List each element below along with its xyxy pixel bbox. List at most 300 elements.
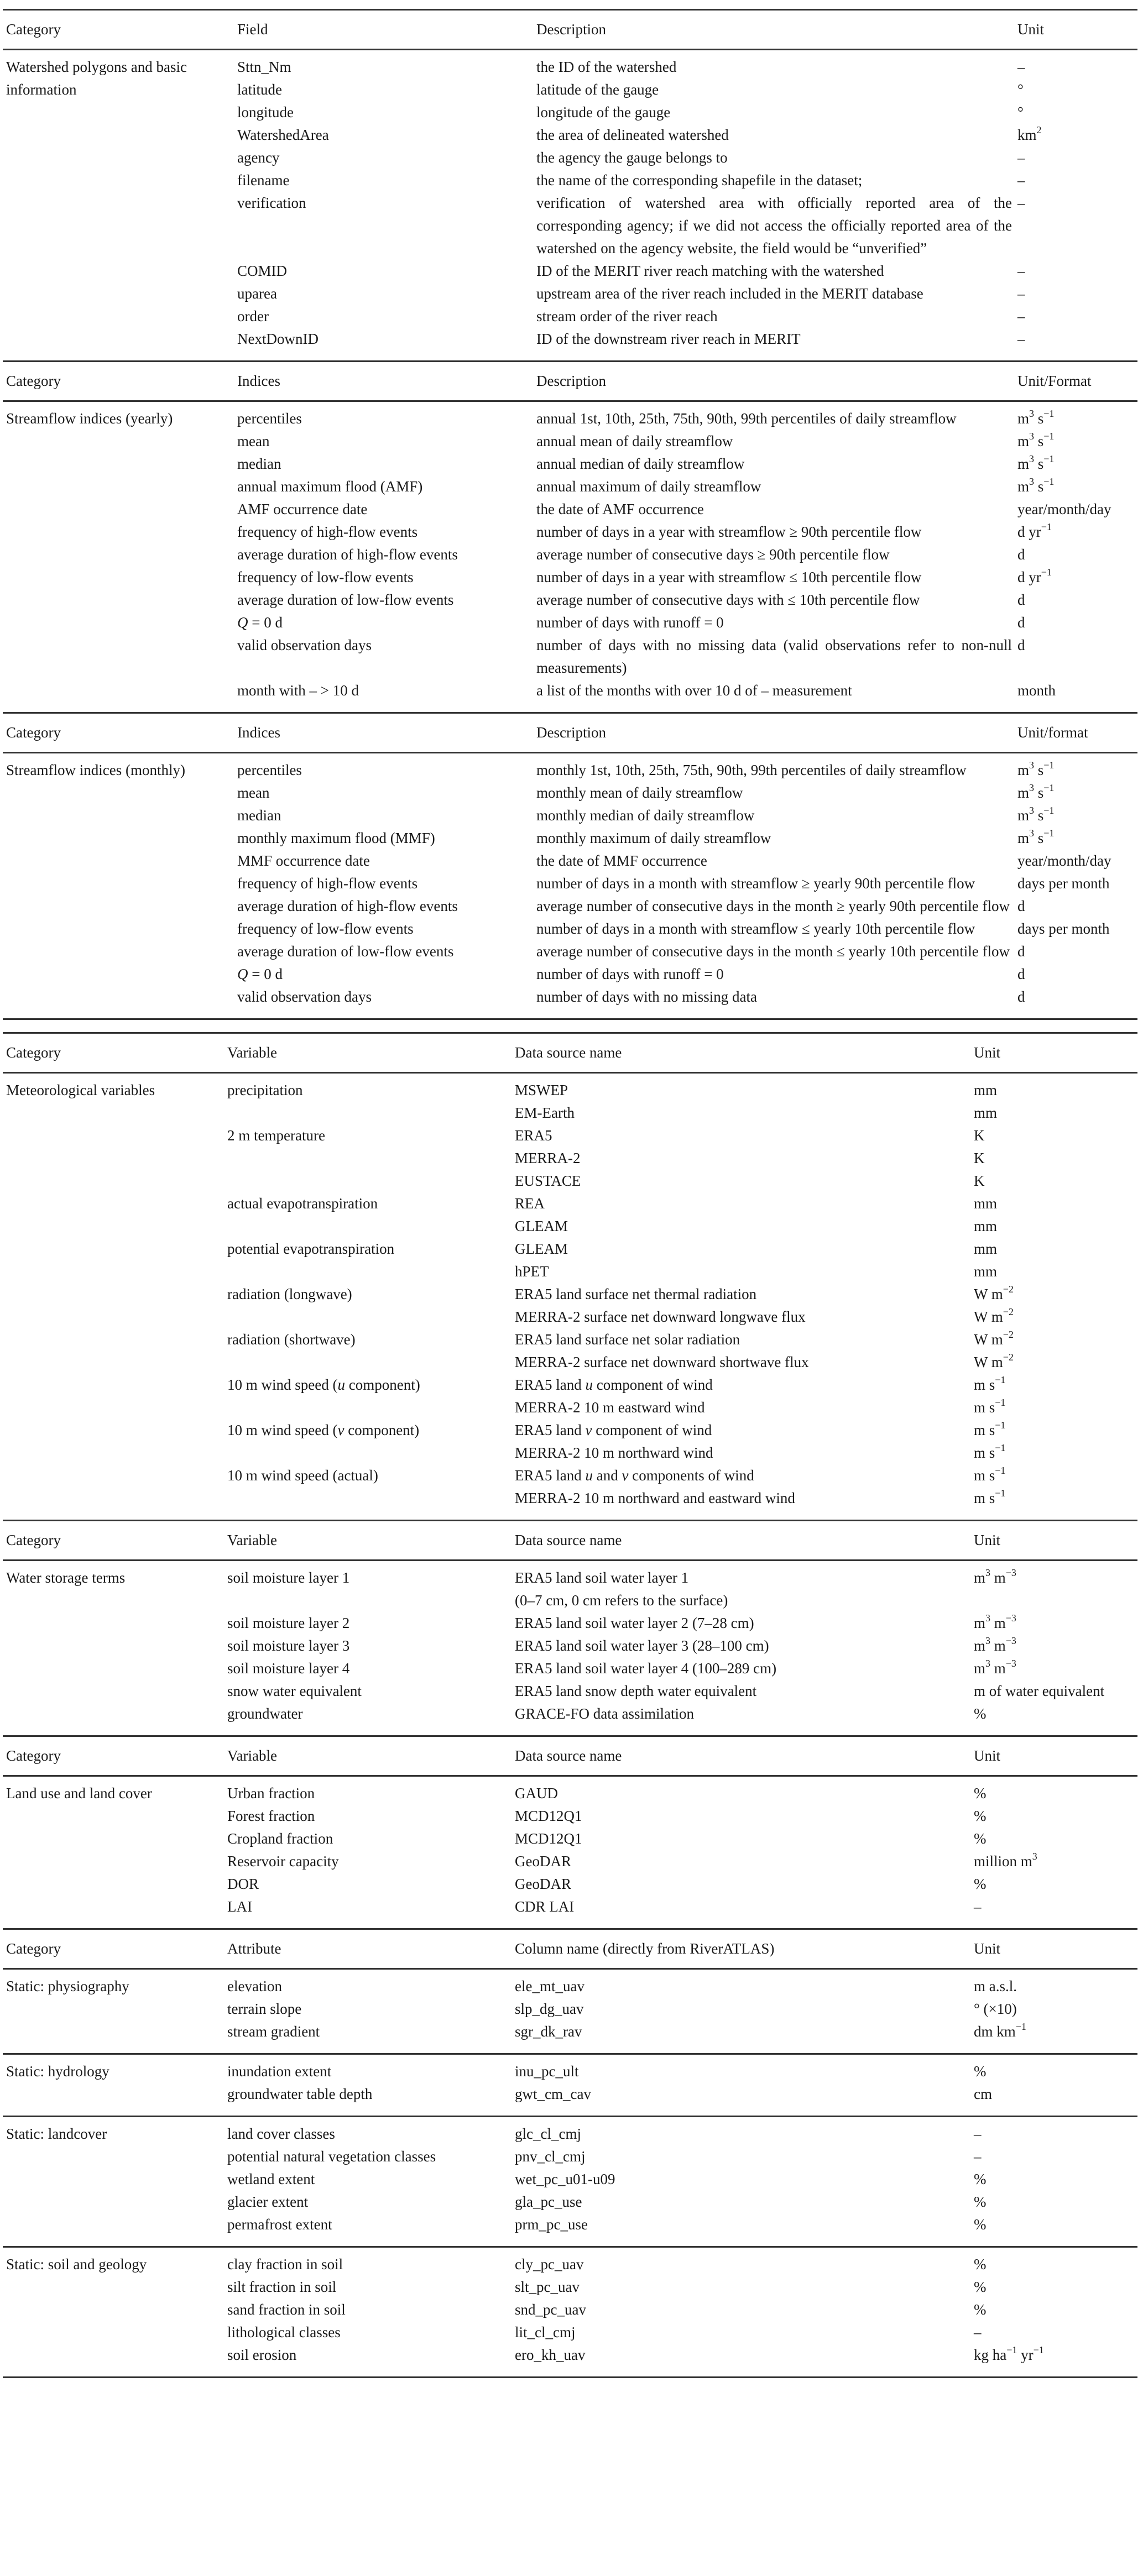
unit: d $yr^{-1}$ bbox=[1017, 567, 1052, 585]
table-header-row bbox=[3, 1521, 1137, 1559]
column-header: Category bbox=[6, 1532, 61, 1548]
unit: m $s^{-1}$ bbox=[974, 1488, 1006, 1506]
table-row bbox=[227, 1124, 1137, 1147]
unit: m $s^{-1}$ bbox=[974, 1374, 1006, 1393]
unit: % bbox=[974, 1705, 987, 1722]
unit: – bbox=[1017, 149, 1025, 166]
field-name: land cover classes bbox=[227, 2125, 335, 2142]
table-header-row bbox=[3, 1034, 1137, 1072]
description: ID of the MERIT river reach matching with the watershed bbox=[536, 263, 884, 279]
description: monthly median of daily streamflow bbox=[536, 807, 755, 824]
description: slp_dg_uav bbox=[515, 2001, 584, 2017]
field-name: Q = 0 d bbox=[237, 966, 283, 982]
unit: $m^3$ $s^{-1}$ bbox=[1017, 453, 1055, 472]
field-name: Q = 0 d bbox=[237, 614, 283, 631]
description: ERA5 land v component of wind bbox=[515, 1422, 712, 1438]
table-header-row bbox=[3, 1737, 1137, 1775]
group-rows bbox=[227, 2060, 1137, 2106]
description: REA bbox=[515, 1195, 545, 1212]
description: ERA5 land snow depth water equivalent bbox=[515, 1683, 757, 1699]
table-row bbox=[237, 827, 1137, 850]
table-row bbox=[227, 1374, 1137, 1396]
description: a list of the months with over 10 d of – measurement bbox=[536, 682, 852, 699]
table-row bbox=[237, 963, 1137, 986]
table-row bbox=[237, 521, 1137, 543]
table-row bbox=[227, 1782, 1137, 1805]
description: number of days in a month with streamflow ≤ yearly 10th percentile flow bbox=[536, 920, 975, 937]
table-row bbox=[227, 1260, 1137, 1283]
table-row bbox=[227, 1215, 1137, 1238]
unit: – bbox=[1017, 285, 1025, 302]
description: inu_pc_ult bbox=[515, 2063, 579, 2080]
description: cly_pc_uav bbox=[515, 2256, 584, 2273]
unit: mm bbox=[974, 1240, 998, 1257]
description: ERA5 land surface net thermal radiation bbox=[515, 1286, 757, 1302]
table-row bbox=[227, 1442, 1137, 1464]
unit: m $s^{-1}$ bbox=[974, 1420, 1006, 1438]
field-name: LAI bbox=[227, 1898, 252, 1915]
description: prm_pc_use bbox=[515, 2216, 588, 2233]
field-name: soil moisture layer 4 bbox=[227, 1660, 350, 1677]
table-row bbox=[237, 282, 1137, 305]
table-row bbox=[237, 430, 1137, 453]
table-row bbox=[227, 2020, 1137, 2043]
unit: d bbox=[1017, 637, 1025, 653]
table-row bbox=[237, 78, 1137, 101]
table-row bbox=[237, 101, 1137, 124]
description: ele_mt_uav bbox=[515, 1978, 584, 1994]
unit: K bbox=[974, 1127, 985, 1144]
field-name: DOR bbox=[227, 1876, 259, 1892]
table-row bbox=[227, 1238, 1137, 1260]
description: monthly 1st, 10th, 25th, 75th, 90th, 99th percentiles of daily streamflow bbox=[536, 762, 967, 778]
table-row bbox=[237, 895, 1137, 918]
category-label: Land use and land cover bbox=[6, 1785, 152, 1802]
table-row bbox=[237, 169, 1137, 192]
description: upstream area of the river reach included in the MERIT database bbox=[536, 285, 923, 302]
unit: – bbox=[974, 2324, 982, 2341]
unit: $m^3$ $m^{-3}$ bbox=[974, 1658, 1016, 1677]
table-row bbox=[237, 918, 1137, 940]
unit: year/month/day bbox=[1017, 852, 1111, 869]
unit: $m^3$ $m^{-3}$ bbox=[974, 1635, 1016, 1654]
table-row bbox=[227, 1328, 1137, 1351]
category-label: Static: soil and geology bbox=[6, 2256, 147, 2273]
table-row bbox=[227, 1306, 1137, 1328]
table-row bbox=[237, 305, 1137, 328]
field-name: Reservoir capacity bbox=[227, 1853, 339, 1870]
unit: $m^3$ $m^{-3}$ bbox=[974, 1612, 1016, 1631]
field-name: soil moisture layer 2 bbox=[227, 1615, 350, 1631]
group-rows bbox=[237, 407, 1137, 702]
table-row bbox=[227, 1998, 1137, 2020]
unit: W $m^{-2}$ bbox=[974, 1329, 1014, 1348]
description: MCD12Q1 bbox=[515, 1808, 582, 1824]
field-name: monthly maximum flood (MMF) bbox=[237, 830, 435, 846]
table-row bbox=[227, 1680, 1137, 1703]
table-row bbox=[227, 2123, 1137, 2145]
unit: % bbox=[974, 2063, 987, 2080]
unit: – bbox=[1017, 59, 1025, 75]
field-name: permafrost extent bbox=[227, 2216, 332, 2233]
description: number of days with runoff = 0 bbox=[536, 614, 724, 631]
table-section-water-storage bbox=[3, 1520, 1137, 1735]
field-name: radiation (shortwave) bbox=[227, 1331, 356, 1348]
column-header: Unit bbox=[1017, 21, 1045, 38]
unit: $m^3$ $s^{-1}$ bbox=[1017, 408, 1055, 427]
description: GAUD bbox=[515, 1785, 558, 1802]
description: annual 1st, 10th, 25th, 75th, 90th, 99th percentiles of daily streamflow bbox=[536, 410, 957, 427]
category-label: Water storage terms bbox=[6, 1569, 126, 1586]
field-name bbox=[227, 1351, 515, 1374]
table-row bbox=[227, 1975, 1137, 1998]
category-label: Streamflow indices (yearly) bbox=[6, 410, 173, 427]
table-row bbox=[227, 2253, 1137, 2276]
group-rows bbox=[227, 2253, 1137, 2366]
field-name: Cropland fraction bbox=[227, 1830, 333, 1847]
field-name: percentiles bbox=[237, 410, 302, 427]
unit: m of water equivalent bbox=[974, 1683, 1105, 1699]
column-header: Category bbox=[6, 1044, 61, 1061]
table-row bbox=[227, 1635, 1137, 1657]
unit: % bbox=[974, 2301, 987, 2318]
field-name: soil moisture layer 1 bbox=[227, 1569, 350, 1586]
description: MSWEP bbox=[515, 1082, 568, 1098]
unit: m $s^{-1}$ bbox=[974, 1442, 1006, 1461]
unit: cm bbox=[974, 2086, 992, 2102]
description: latitude of the gauge bbox=[536, 81, 659, 98]
description: number of days in a year with streamflow ≥ 90th percentile flow bbox=[536, 523, 922, 540]
table-row bbox=[237, 872, 1137, 895]
field-name: 10 m wind speed (u component) bbox=[227, 1376, 420, 1393]
field-name: groundwater table depth bbox=[227, 2086, 373, 2102]
description: ERA5 land u component of wind bbox=[515, 1376, 713, 1393]
table-row bbox=[237, 498, 1137, 521]
field-name: median bbox=[237, 455, 281, 472]
column-header: Description bbox=[536, 21, 606, 38]
column-header: Indices bbox=[237, 724, 280, 741]
table-row bbox=[237, 804, 1137, 827]
dataset-attribute-table bbox=[3, 0, 1140, 2378]
table-row bbox=[237, 56, 1137, 78]
table-group bbox=[3, 1074, 1137, 1520]
table-row bbox=[237, 124, 1137, 146]
table-row bbox=[227, 1487, 1137, 1510]
column-header: Data source name bbox=[515, 1532, 622, 1548]
field-name: silt fraction in soil bbox=[227, 2279, 337, 2295]
field-name: frequency of high-flow events bbox=[237, 875, 418, 892]
description: number of days with no missing data bbox=[536, 988, 757, 1005]
unit: – bbox=[1017, 195, 1025, 211]
column-header: Unit/format bbox=[1017, 724, 1088, 741]
field-name: percentiles bbox=[237, 762, 302, 778]
unit: dm $km^{-1}$ bbox=[974, 2021, 1026, 2040]
field-name: 2 m temperature bbox=[227, 1127, 325, 1144]
column-header: Data source name bbox=[515, 1044, 622, 1061]
field-name: frequency of low-flow events bbox=[237, 569, 414, 585]
description: annual maximum of daily streamflow bbox=[536, 478, 761, 495]
description: ERA5 land soil water layer 3 (28–100 cm) bbox=[515, 1637, 769, 1654]
unit: year/month/day bbox=[1017, 501, 1111, 517]
field-name: COMID bbox=[237, 263, 288, 279]
table-row bbox=[237, 543, 1137, 566]
field-name: agency bbox=[237, 149, 280, 166]
table-header-row bbox=[3, 1930, 1137, 1968]
unit: d bbox=[1017, 966, 1025, 982]
description: number of days in a month with streamflow ≥ yearly 90th percentile flow bbox=[536, 875, 975, 892]
field-name: average duration of low-flow events bbox=[237, 943, 454, 960]
description: ERA5 bbox=[515, 1127, 552, 1144]
unit: days per month bbox=[1017, 920, 1110, 937]
table-row bbox=[227, 1170, 1137, 1192]
table-group bbox=[3, 2055, 1137, 2116]
field-name: average duration of high-flow events bbox=[237, 898, 458, 914]
column-header: Description bbox=[536, 724, 606, 741]
column-header: Variable bbox=[227, 1532, 277, 1548]
table-group bbox=[3, 2117, 1137, 2246]
field-name: latitude bbox=[237, 81, 282, 98]
description: ERA5 land soil water layer 2 (7–28 cm) bbox=[515, 1615, 754, 1631]
table-row bbox=[227, 1283, 1137, 1306]
column-header: Unit bbox=[974, 1940, 1001, 1957]
table-row bbox=[227, 1079, 1137, 1102]
field-name: inundation extent bbox=[227, 2063, 332, 2080]
description: pnv_cl_cmj bbox=[515, 2148, 586, 2165]
unit: – bbox=[974, 2125, 982, 2142]
unit: $km^2$ bbox=[1017, 124, 1042, 143]
field-name: annual maximum flood (AMF) bbox=[237, 478, 423, 495]
description: ERA5 land soil water layer 4 (100–289 cm) bbox=[515, 1660, 777, 1677]
column-header: Category bbox=[6, 724, 61, 741]
description: MCD12Q1 bbox=[515, 1830, 582, 1847]
column-header: Unit bbox=[974, 1747, 1001, 1764]
column-header: Unit/Format bbox=[1017, 373, 1092, 389]
unit: – bbox=[1017, 331, 1025, 347]
field-name: sand fraction in soil bbox=[227, 2301, 346, 2318]
field-name: 10 m wind speed (v component) bbox=[227, 1422, 420, 1438]
field-name: elevation bbox=[227, 1978, 282, 1994]
field-name: month with – > 10 d bbox=[237, 682, 359, 699]
unit: $m^3$ $s^{-1}$ bbox=[1017, 782, 1055, 801]
field-name: order bbox=[237, 308, 269, 324]
field-name: soil erosion bbox=[227, 2347, 297, 2363]
field-name: verification bbox=[237, 195, 306, 211]
table-row bbox=[227, 1850, 1137, 1873]
description: the date of AMF occurrence bbox=[536, 501, 704, 517]
table-group bbox=[3, 402, 1137, 712]
column-header: Category bbox=[6, 1940, 61, 1957]
description: snd_pc_uav bbox=[515, 2301, 586, 2318]
table-row bbox=[227, 1805, 1137, 1828]
table-header-row bbox=[3, 714, 1137, 752]
unit: d bbox=[1017, 943, 1025, 960]
field-name: WatershedArea bbox=[237, 127, 329, 143]
table-group bbox=[3, 1970, 1137, 2053]
field-name: potential natural vegetation classes bbox=[227, 2148, 436, 2165]
unit: mm bbox=[974, 1104, 998, 1121]
table-group bbox=[3, 753, 1137, 1018]
column-header: Category bbox=[6, 21, 61, 38]
field-name: mean bbox=[237, 784, 270, 801]
description: GeoDAR bbox=[515, 1876, 571, 1892]
table-row bbox=[237, 453, 1137, 475]
description: ERA5 land surface net solar radiation bbox=[515, 1331, 740, 1348]
unit: month bbox=[1017, 682, 1056, 699]
table-row bbox=[237, 679, 1137, 702]
unit: ° bbox=[1017, 104, 1024, 121]
unit: % bbox=[974, 1808, 987, 1824]
unit: W $m^{-2}$ bbox=[974, 1284, 1014, 1302]
description: number of days with no missing data (valid observations refer to non-null measurements) bbox=[536, 637, 1012, 676]
top-spacer bbox=[3, 0, 1140, 9]
field-name: terrain slope bbox=[227, 2001, 302, 2017]
table-row bbox=[237, 940, 1137, 963]
unit: % bbox=[974, 1876, 987, 1892]
unit: m $s^{-1}$ bbox=[974, 1397, 1006, 1416]
table-row bbox=[227, 2276, 1137, 2298]
table-row bbox=[237, 328, 1137, 350]
field-name: average duration of high-flow events bbox=[237, 546, 458, 563]
field-name: uparea bbox=[237, 285, 277, 302]
unit: $m^3$ $s^{-1}$ bbox=[1017, 431, 1055, 449]
table-row bbox=[227, 1828, 1137, 1850]
field-name: potential evapotranspiration bbox=[227, 1240, 395, 1257]
field-name: groundwater bbox=[227, 1705, 303, 1722]
unit: days per month bbox=[1017, 875, 1110, 892]
table-row bbox=[237, 986, 1137, 1008]
field-name: Forest fraction bbox=[227, 1808, 315, 1824]
unit: d bbox=[1017, 614, 1025, 631]
table-row bbox=[237, 146, 1137, 169]
description: the date of MMF occurrence bbox=[536, 852, 707, 869]
column-header: Indices bbox=[237, 373, 280, 389]
description: EUSTACE bbox=[515, 1172, 581, 1189]
description: lit_cl_cmj bbox=[515, 2324, 576, 2341]
unit: ° (×10) bbox=[974, 2001, 1017, 2017]
field-name: actual evapotranspiration bbox=[227, 1195, 378, 1212]
description: stream order of the river reach bbox=[536, 308, 718, 324]
table-row bbox=[237, 634, 1137, 679]
category-label: Static: physiography bbox=[6, 1978, 129, 1994]
unit: d $yr^{-1}$ bbox=[1017, 521, 1052, 540]
table-row bbox=[227, 2145, 1137, 2168]
group-rows bbox=[227, 1975, 1137, 2043]
category-label: Meteorological variables bbox=[6, 1082, 155, 1098]
description: ERA5 land soil water layer 1 (0–7 cm, 0 cm refers to the surface) bbox=[515, 1569, 728, 1609]
unit: m $s^{-1}$ bbox=[974, 1465, 1006, 1484]
field-name: snow water equivalent bbox=[227, 1683, 362, 1699]
table-row bbox=[237, 407, 1137, 430]
description: MERRA-2 10 m northward and eastward wind bbox=[515, 1490, 795, 1506]
description: MERRA-2 surface net downward shortwave flux bbox=[515, 1354, 809, 1370]
unit: K bbox=[974, 1150, 985, 1166]
unit: kg $ha^{-1}$ $yr^{-1}$ bbox=[974, 2344, 1044, 2363]
field-name: radiation (longwave) bbox=[227, 1286, 352, 1302]
description: gwt_cm_cav bbox=[515, 2086, 591, 2102]
description: the name of the corresponding shapefile in the dataset; bbox=[536, 172, 863, 189]
group-rows bbox=[237, 56, 1137, 350]
table-row bbox=[227, 1396, 1137, 1419]
table-row bbox=[237, 192, 1137, 260]
description: sgr_dk_rav bbox=[515, 2023, 582, 2040]
column-header: Variable bbox=[227, 1044, 277, 1061]
table-section-land-use bbox=[3, 1735, 1137, 1928]
table-rule bbox=[3, 2376, 1137, 2378]
field-name: valid observation days bbox=[237, 637, 372, 653]
field-name: frequency of high-flow events bbox=[237, 523, 418, 540]
field-name: filename bbox=[237, 172, 290, 189]
description: MERRA-2 10 m eastward wind bbox=[515, 1399, 705, 1416]
unit: $m^3$ $s^{-1}$ bbox=[1017, 476, 1055, 495]
table-row bbox=[227, 2344, 1137, 2366]
description: ero_kh_uav bbox=[515, 2347, 586, 2363]
unit: – bbox=[1017, 263, 1025, 279]
unit: K bbox=[974, 1172, 985, 1189]
field-name: stream gradient bbox=[227, 2023, 320, 2040]
table-row bbox=[237, 611, 1137, 634]
description: ERA5 land u and v components of wind bbox=[515, 1467, 754, 1484]
table-group bbox=[3, 2248, 1137, 2376]
table-row bbox=[227, 1612, 1137, 1635]
description: slt_pc_uav bbox=[515, 2279, 580, 2295]
table-row bbox=[227, 2168, 1137, 2191]
unit: W $m^{-2}$ bbox=[974, 1306, 1014, 1325]
field-name bbox=[227, 1260, 515, 1283]
table-row bbox=[227, 1567, 1137, 1612]
table-row bbox=[227, 2213, 1137, 2236]
category-label: Streamflow indices (monthly) bbox=[6, 762, 185, 778]
table-row bbox=[237, 850, 1137, 872]
table-row bbox=[227, 1351, 1137, 1374]
column-header: Unit bbox=[974, 1044, 1001, 1061]
description: average number of consecutive days ≥ 90th percentile flow bbox=[536, 546, 890, 563]
table-row bbox=[227, 1703, 1137, 1725]
description: EM-Earth bbox=[515, 1104, 575, 1121]
description: ID of the downstream river reach in MERIT bbox=[536, 331, 801, 347]
unit: – bbox=[1017, 308, 1025, 324]
table-section-streamflow-monthly bbox=[3, 712, 1137, 1018]
table-row bbox=[237, 260, 1137, 282]
column-header: Unit bbox=[974, 1532, 1001, 1548]
field-name: frequency of low-flow events bbox=[237, 920, 414, 937]
group-rows bbox=[237, 759, 1137, 1008]
table-row bbox=[227, 1419, 1137, 1442]
table-section-static-attributes bbox=[3, 1928, 1137, 2376]
table-row bbox=[227, 2060, 1137, 2083]
unit: d bbox=[1017, 546, 1025, 563]
unit: % bbox=[974, 1785, 987, 1802]
field-name bbox=[227, 1170, 515, 1192]
unit: mm bbox=[974, 1263, 998, 1280]
field-name bbox=[227, 1442, 515, 1464]
field-name: wetland extent bbox=[227, 2171, 315, 2187]
description: average number of consecutive days with ≤ 10th percentile flow bbox=[536, 591, 920, 608]
unit: m a.s.l. bbox=[974, 1978, 1017, 1994]
column-header: Column name (directly from RiverATLAS) bbox=[515, 1940, 775, 1957]
table-group bbox=[3, 50, 1137, 360]
unit: % bbox=[974, 2193, 987, 2210]
table-group bbox=[3, 1777, 1137, 1928]
field-name: MMF occurrence date bbox=[237, 852, 370, 869]
column-header: Variable bbox=[227, 1747, 277, 1764]
description: glc_cl_cmj bbox=[515, 2125, 581, 2142]
field-name: AMF occurrence date bbox=[237, 501, 368, 517]
unit: % bbox=[974, 2279, 987, 2295]
category-label: Static: landcover bbox=[6, 2125, 107, 2142]
description: MERRA-2 bbox=[515, 1150, 581, 1166]
table-row bbox=[227, 1147, 1137, 1170]
description: verification of watershed area with officially reported area of the corresponding agency; if we did not access the officially reported area of the watershed on the agency website, the field would be “unverified” bbox=[536, 195, 1012, 256]
